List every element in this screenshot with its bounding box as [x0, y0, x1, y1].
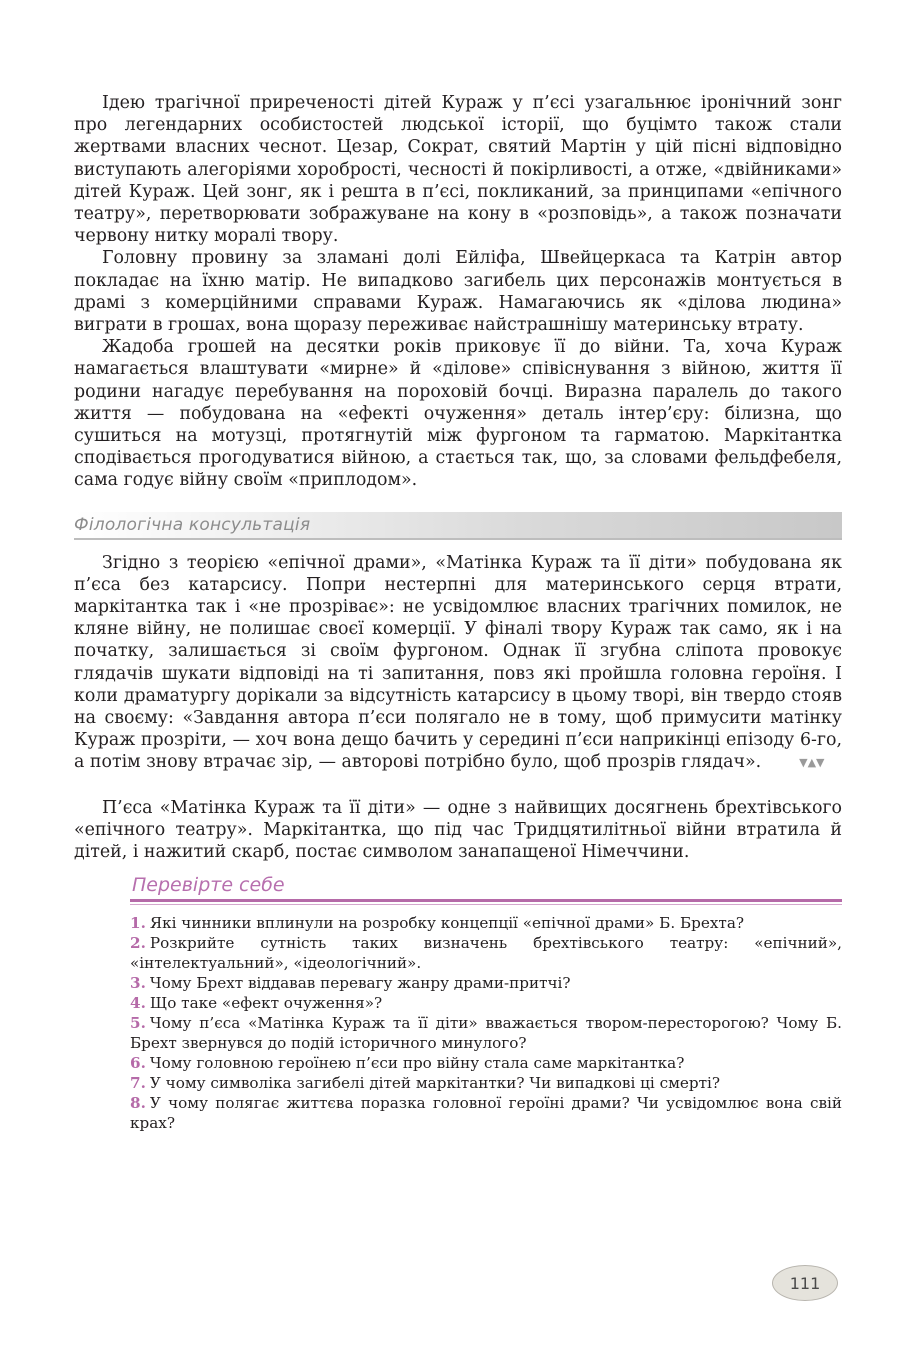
consultation-text: Згідно з теорією «епічної драми», «Матінка Кураж та її діти» побудована як п’єса без катарсису. Попри нестерпні для материнського серця втрати, маркітантка так і «не прозріває»: не усвідомлює власних трагічних помилок, не кляне війну, не полишає своєї комерції. У фіналі твору Кураж так само, як і на початку, залишається зі своїм фургоном. Однак її згубна сліпота провокує глядачів шукати відповіді на ті запитання, повз які пройшла головна героїня. І коли драматургу дорікали за відсутність катарсису в цьому творі, він твердо стояв на своєму: «Завдання автора п’єси полягало не в тому, щоб примусити матінку Кураж прозріти, — хоч вона дещо бачить у середині п’єси наприкінці епізоду 6-го, а потім знову втрачає зір, — авторові потрібно було, щоб прозрів глядач».: [74, 552, 842, 773]
body-paragraph: Ідею трагічної приреченості дітей Кураж у п’єсі узагальнює іронічний зонг про легендарних особистостей людської історії, що буцімто також стали жертвами власних чеснот. Цезар, Сократ, святий Мартін у цій пісні відповідно виступають алегоріями хоробрості, чесності й покірливості, а отже, «двійниками» дітей Кураж. Цей зонг, як і решта в п’єсі, покликаний, за принципами «епічного театру», перетворювати зображуване на кону в «розповідь», а також позначати червону нитку моралі твору.: [74, 93, 842, 247]
question-item: [130, 1013, 842, 1053]
question-number: 8.: [130, 1094, 146, 1113]
check-yourself-title: Перевірте себе: [132, 874, 285, 897]
question-item: [130, 933, 842, 973]
question-text: У чому символіка загибелі дітей маркітантки? Чи випадкові ці смерті?: [149, 1074, 721, 1093]
question-text: Чому п’єса «Матінка Кураж та її діти» вважається твором-пересторогою? Чому Б. Брехт звернувся до подій історичного минулого?: [130, 1014, 842, 1053]
question-number: 4.: [130, 994, 146, 1013]
question-item: [130, 973, 842, 993]
page-number-badge: [772, 1265, 838, 1301]
closing-paragraph: П’єса «Матінка Кураж та її діти» — одне з найвищих досягнень брехтівського «епічного театру». Маркітантка, що під час Тридцятилітньої війни втратила й дітей, і нажитий скарб, постає символом занапащеної Німеччини.: [74, 797, 842, 863]
consultation-heading: Філологічна консультація: [74, 514, 311, 535]
question-text: Які чинники вплинули на розробку концепції «епічної драми» Б. Брехта?: [149, 914, 745, 933]
question-item: [130, 1073, 842, 1093]
check-yourself-rule: [130, 899, 842, 905]
page-number: 111: [789, 1273, 821, 1293]
question-item: [130, 913, 842, 933]
question-item: [130, 1093, 842, 1133]
question-number: 1.: [130, 914, 146, 933]
question-number: 2.: [130, 934, 146, 953]
question-text: Що таке «ефект очуження»?: [149, 994, 383, 1013]
question-text: Розкрийте сутність таких визначень брехтівського театру: «епічний», «інтелектуальний», «ідеологічний».: [130, 934, 842, 973]
section-end-marks-icon: ▼▲▼: [799, 756, 825, 770]
question-number: 6.: [130, 1054, 146, 1073]
question-number: 7.: [130, 1074, 146, 1093]
consultation-paragraph: [74, 552, 842, 775]
question-text: Чому головною героїнею п’єси про війну стала саме маркітантка?: [149, 1054, 685, 1073]
body-paragraph: Жадоба грошей на десятки років приковує її до війни. Та, хоча Кураж намагається влаштувати «мирне» й «ділове» співіснування з війною, життя її родини нагадує перебування на пороховій бочці. Виразна паралель до такого життя — побудована на «ефекті очуження» деталь інтер’єру: білизна, що сушиться на мотузці, протягнутій між фургоном та гарматою. Маркітантка сподівається прогодуватися війною, а стається так, що, за словами фельдфебеля, сама годує війну своїм «приплодом».: [74, 337, 842, 491]
consultation-heading-bar: [74, 512, 842, 540]
question-number: 3.: [130, 974, 146, 993]
question-number: 5.: [130, 1014, 146, 1033]
question-list: [130, 913, 842, 1133]
question-item: [130, 1053, 842, 1073]
body-paragraph: Головну провину за зламані долі Ейліфа, Швейцеркаса та Катрін автор покладає на їхню матір. Не випадково загибель цих персонажів монтується в драмі з комерційними справами Кураж. Намагаючись як «ділова людина» виграти в грошах, вона щоразу переживає найстрашнішу материнську втрату.: [74, 248, 842, 336]
question-text: У чому полягає життєва поразка головної героїні драми? Чи усвідомлює вона свій крах?: [130, 1094, 842, 1133]
page-content: [74, 92, 842, 1133]
question-text: Чому Брехт віддавав перевагу жанру драми-притчі?: [149, 974, 571, 993]
heading-rule: [74, 538, 842, 540]
check-yourself-block: [130, 871, 842, 1133]
question-item: [130, 993, 842, 1013]
